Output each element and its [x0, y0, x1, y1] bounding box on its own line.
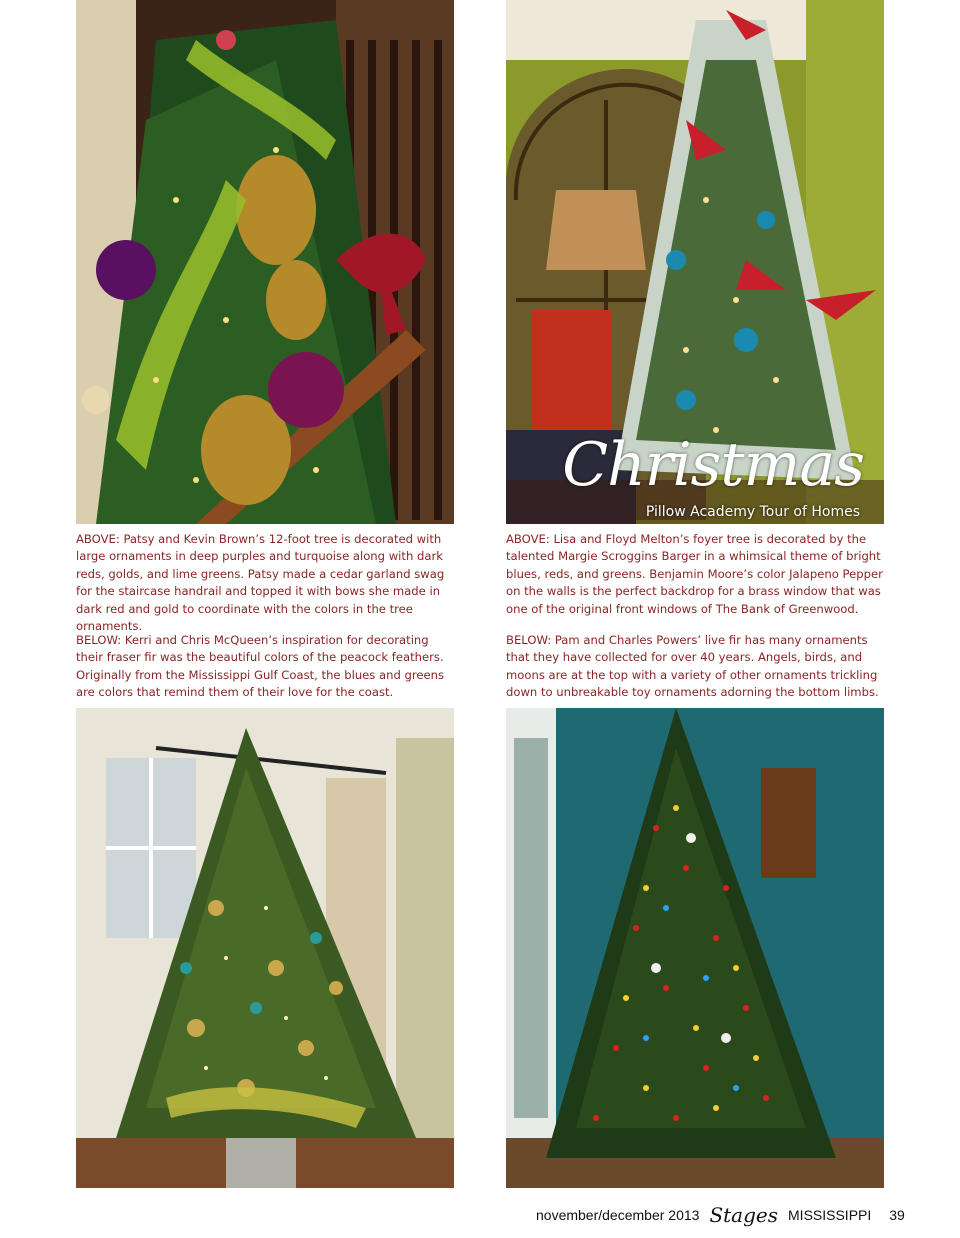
feature-title: Christmas: [562, 430, 864, 500]
page-number: 39: [889, 1207, 905, 1223]
photo-peacock-tree: [76, 708, 454, 1188]
caption-above-left: ABOVE: Patsy and Kevin Brown’s 12-foot tree is decorated with large ornaments in deep purples and turquoise along with dark reds, golds, and lime greens. Patsy made a cedar garland swag for the staircase handrail and topped it with bows she made in dark red and gold to coordinate with the colors in the tree ornaments.: [76, 532, 445, 634]
caption-below-right: BELOW: Pam and Charles Powers’ live fir has many ornaments that they have collected for over 40 years. Angels, birds, and moons are at the top with a variety of other ornaments trickling down to unbreakable toy ornaments adorning the bottom limbs.: [506, 633, 879, 700]
caption-below-left: BELOW: Kerri and Chris McQueen’s inspiration for decorating their fraser fir was the beautiful colors of the peacock feathers. Originally from the Mississippi Gulf Coast, the blues and greens are colors that remind them of their love for the coast.: [76, 633, 445, 700]
photo-staircase-tree: [76, 0, 454, 524]
photo-collected-ornaments-tree: [506, 708, 884, 1188]
issue-date: november/december 2013: [536, 1207, 700, 1223]
feature-subtitle: Pillow Academy Tour of Homes: [645, 504, 860, 520]
feature-title-overlay: [560, 430, 880, 525]
magazine-logo-word: MISSISSIPPI: [788, 1207, 872, 1223]
page-footer: [536, 1204, 926, 1226]
magazine-logo-script: Stages: [709, 1203, 779, 1227]
caption-above-right: ABOVE: Lisa and Floyd Melton’s foyer tree is decorated by the talented Margie Scroggins Barger in a whimsical theme of bright blues, reds, and greens. Benjamin Moore’s color Jalapeno Pepper on the walls is the perfect backdrop for a brass window that was one of the original front windows of The Bank of Greenwood.: [506, 532, 883, 616]
